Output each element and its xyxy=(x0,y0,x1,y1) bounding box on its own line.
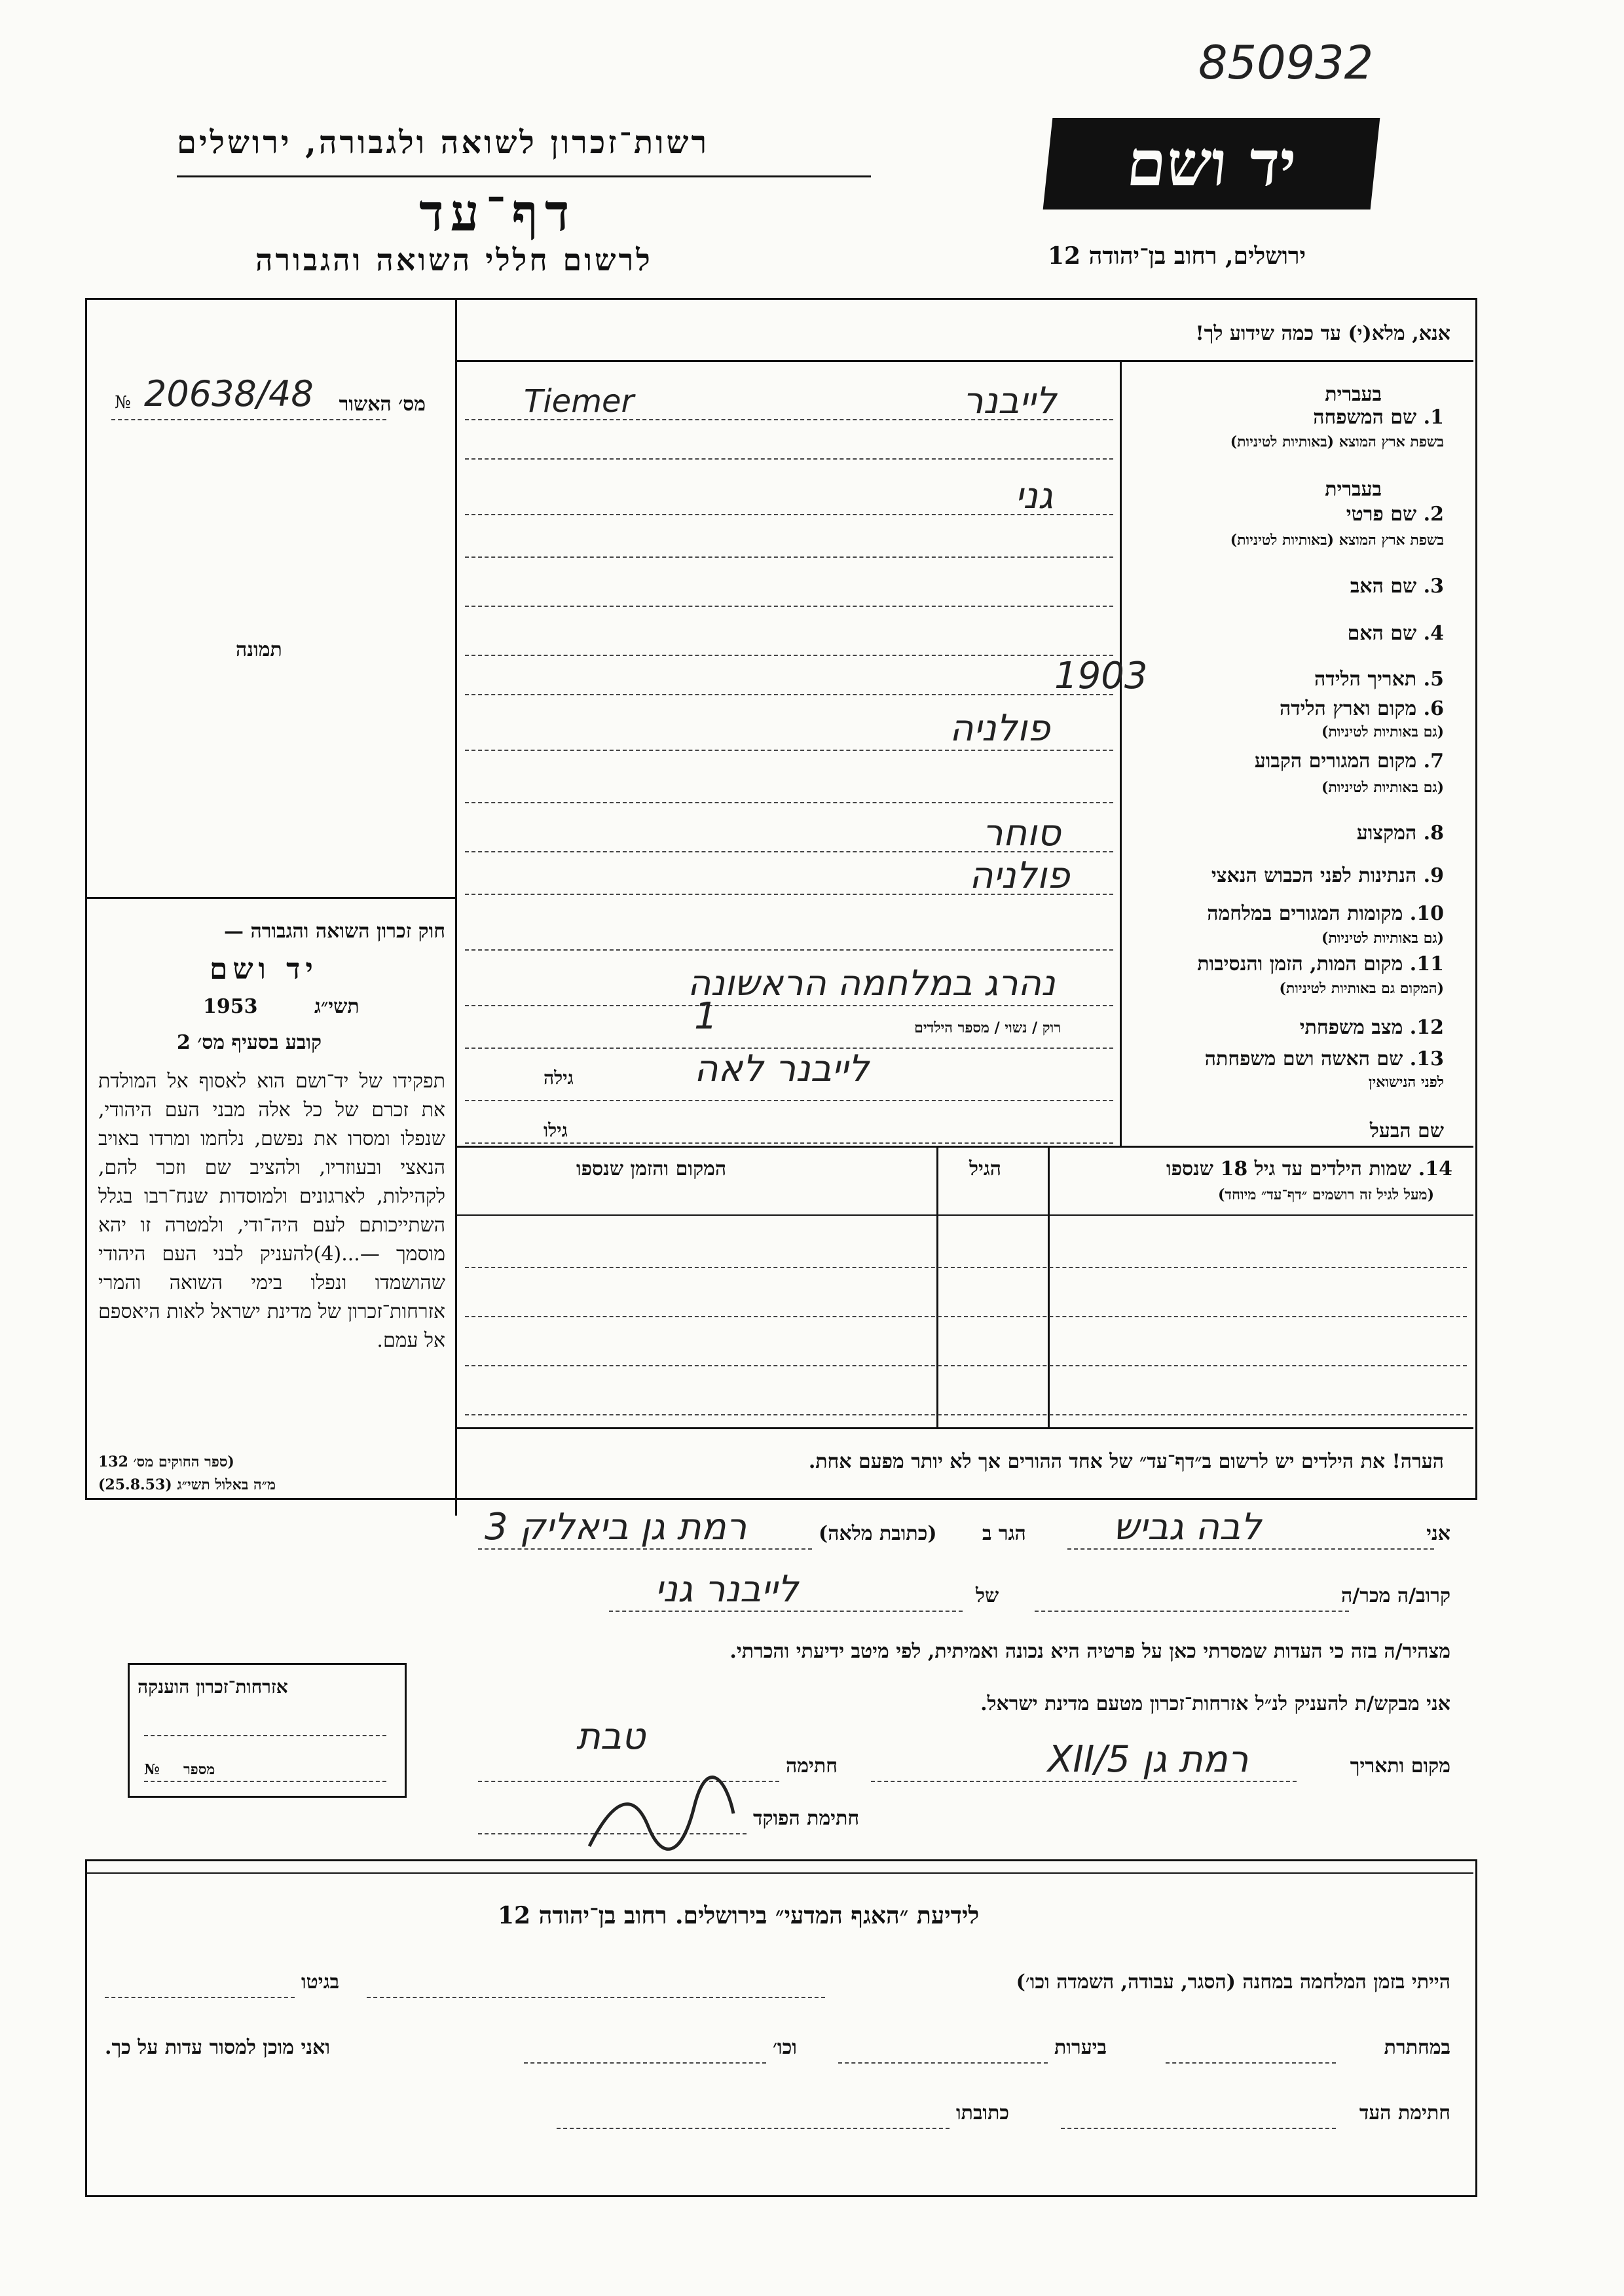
field-1-note: בשפת ארץ המוצא (באותיות לטיניות) xyxy=(1230,433,1444,450)
field-2-note: בשפת ארץ המוצא (באותיות לטיניות) xyxy=(1230,532,1444,549)
field-9-value: פולניה xyxy=(969,854,1070,897)
citizenship-line2 xyxy=(144,1781,386,1782)
instructions: אנא, מלא(י) עד כמה שידוע לך! xyxy=(1195,322,1450,345)
field-13-note: לפני הנישואין xyxy=(1368,1074,1444,1091)
field-4-label: 4. שם האם xyxy=(1347,622,1444,645)
field-8-value: סוחר xyxy=(982,812,1061,854)
field-7-line xyxy=(465,802,1113,803)
footer-line2-b: ביערות xyxy=(1054,2036,1107,2059)
approval-prefix: № xyxy=(115,393,131,412)
field-1-value: לייבנר xyxy=(963,380,1057,422)
sidebar-divider xyxy=(455,298,457,1516)
field-10-label: 10. מקומות המגורים במלחמה xyxy=(1207,902,1444,925)
field-11-label: 11. מקום המות, הזמן והנסיבות xyxy=(1197,953,1444,975)
field-13-line xyxy=(465,1100,1113,1101)
footer-line1-fill xyxy=(367,1997,825,1998)
field-5-label: 5. תאריך הלידה xyxy=(1314,668,1444,691)
approval-number: 20638/48 xyxy=(144,373,314,414)
field-2-line2 xyxy=(465,556,1113,558)
children-table-top xyxy=(457,1146,1473,1148)
field-1-latin: Tiemer xyxy=(524,383,635,420)
declarant-lives: הגר ב xyxy=(982,1522,1026,1545)
footer-line2-c: וכו׳ xyxy=(773,2036,797,2059)
field-13-label: 13. שם האשה ושם משפחתה xyxy=(1204,1048,1444,1070)
footer-line3-fill1 xyxy=(1061,2128,1336,2129)
footer-line3-fill2 xyxy=(557,2128,950,2129)
declarant-address-line xyxy=(478,1548,812,1550)
field-10-note: (גם באותיות לטיניות) xyxy=(1321,930,1444,947)
law-name: יד ושם xyxy=(210,953,318,986)
law-title: חוק זכרון השואה והגבורה — xyxy=(224,920,445,943)
signature-label: חתימה xyxy=(786,1755,838,1777)
form-subtitle: לרשום חללי השואה והגבורה xyxy=(255,242,653,278)
declarant-signature: טבת xyxy=(576,1715,646,1758)
field-6-line xyxy=(465,750,1113,751)
husband-age-label: גילו xyxy=(544,1120,568,1141)
footer-line2-d: ואני מוכן למסור עדות על כך. xyxy=(105,2036,331,2059)
field-9-line xyxy=(465,894,1113,895)
field-2-value: גני xyxy=(1015,475,1054,517)
citizenship-line1 xyxy=(144,1735,386,1736)
official-signature xyxy=(576,1768,747,1866)
footer-line1-b: בגיטו xyxy=(301,1971,340,1994)
children-row-3 xyxy=(465,1365,1467,1366)
of-line xyxy=(609,1611,963,1612)
husband-label: שם הבעל xyxy=(1369,1120,1444,1142)
field-6-value: פולניה xyxy=(950,707,1050,750)
signature-stroke xyxy=(589,1777,733,1850)
field-3-line xyxy=(465,606,1113,607)
declarant-address: רמת גן ביאליק 3 xyxy=(485,1506,747,1548)
place-date-value: רמת גן 5/XII xyxy=(1048,1738,1249,1781)
field-4-line xyxy=(465,655,1113,656)
children-col-div1 xyxy=(1048,1146,1050,1427)
field-8-label: 8. המקצוע xyxy=(1356,822,1444,845)
field-9-label: 9. הנתינות לפני הכבוש הנאצי xyxy=(1211,864,1444,887)
field-11-value: נהרג במלחמה הראשונה xyxy=(688,962,1056,1004)
husband-line xyxy=(465,1142,1113,1144)
children-table-bottom xyxy=(457,1427,1473,1429)
field-10-line xyxy=(465,949,1113,951)
institution-name: רשות־זכרון לשואה ולגבורה, ירושלים xyxy=(177,124,710,161)
law-year-heb: תשי״ג xyxy=(314,995,360,1018)
relative-line xyxy=(1035,1611,1349,1612)
children-row-2 xyxy=(465,1316,1467,1317)
law-section: קובע בסעיף מס׳ 2 xyxy=(177,1031,322,1054)
children-col-age: הגיל xyxy=(969,1157,1002,1180)
of-label: של xyxy=(976,1584,999,1607)
footer-line1-a: הייתי בזמן המלחמה במחנה (הסגר, עבודה, השמדה וכו׳) xyxy=(1016,1971,1450,1994)
place-date-label: מקום ותאריך xyxy=(1350,1755,1450,1777)
field-2-line xyxy=(465,514,1113,515)
field-5-line xyxy=(465,694,1113,695)
place-date-line xyxy=(871,1781,1297,1782)
institution-underline xyxy=(177,175,871,177)
field-1-line2 xyxy=(465,458,1113,460)
field-1-line xyxy=(465,419,1113,420)
field-11-note: (המקום גם באותיות לטיניות) xyxy=(1279,980,1444,997)
law-year: 1953 xyxy=(203,995,258,1018)
field-6-label: 6. מקום וארץ הלידה xyxy=(1279,697,1444,720)
form-title: דף־עד xyxy=(419,183,576,243)
footer-line2-fill3 xyxy=(524,2062,766,2064)
declarant-ani: אני xyxy=(1426,1522,1450,1545)
of-value: לייבנר גני xyxy=(655,1568,799,1611)
field-1-label: 1. שם המשפחה xyxy=(1313,406,1444,429)
law-ref: (ספר החוקים מס׳ 132 xyxy=(98,1453,234,1470)
citizenship-number-label: מספר xyxy=(183,1761,215,1778)
marital-options: רוק / נשוי / מספר הילדים xyxy=(914,1019,1061,1036)
footer-line1-fill2 xyxy=(105,1997,295,1998)
footer-top-line xyxy=(85,1872,1473,1874)
law-text: תפקידו של יד־ושם הוא לאסוף אל המולדת את זכרם של כל אלה מבני העם היהודי, שנפלו ומסרו את נפשם, נלחמו ומרדו באויב הנאצי ובעוזריו, ולהציב שם וזכר להם, לקהילות, לארגונים ולמוסדות שנח־רבו בגלל השתייכותם לעם היה־ודי, ולמטרה זו יהא מוסמך —...(4)להעניק לבני העם היהודי שהושמדו ונפלו בימי השואה והמרי אזרחות־זכרון של מדינת ישראל לאות היאספם אל עמם. xyxy=(98,1070,445,1352)
children-count: 1 xyxy=(694,995,718,1038)
children-note-text: הערה! את הילדים יש לרשום ב״דף־עד״ של אחד ההורים אך לא יותר מפעם אחת. xyxy=(808,1450,1444,1473)
field-5-value: 1903 xyxy=(1054,655,1148,697)
declarant-name: לבה גביש xyxy=(1113,1506,1262,1548)
field-11-line xyxy=(465,1005,1113,1006)
approval-line xyxy=(111,419,386,420)
footer-line2-a: במחתרת xyxy=(1384,2036,1450,2059)
label-column-divider xyxy=(1120,360,1122,1146)
field-13-value: לייבנר לאה xyxy=(694,1048,869,1090)
footer-line3-a: חתימת העד xyxy=(1359,2102,1450,2124)
footer-title: לידיעת ״האגף המדעי״ בירושלים. רחוב בן־יהודה 12 xyxy=(498,1902,980,1929)
logo-yad-vashem xyxy=(1043,118,1380,210)
official-sig-label: חתימת הפוקד xyxy=(753,1807,860,1830)
children-header-bottom xyxy=(457,1214,1473,1216)
relative-label: קרוב/ה מכר/ה xyxy=(1341,1584,1450,1607)
field-7-note: (גם באותיות לטיניות) xyxy=(1321,779,1444,796)
approval-label: מס׳ האשור xyxy=(339,393,426,416)
footer-line2-fill2 xyxy=(838,2062,1048,2064)
field-2-tag: בעברית xyxy=(1325,478,1382,501)
field-8-line xyxy=(465,851,1113,852)
field-3-label: 3. שם האב xyxy=(1350,575,1444,598)
children-col-div2 xyxy=(936,1146,938,1427)
sidebar-photo-bottom xyxy=(85,897,457,899)
field-2-label: 2. שם פרטי xyxy=(1346,503,1444,526)
wife-age-label: גילה xyxy=(544,1067,574,1089)
logo-text: יד ושם xyxy=(1123,126,1300,200)
footer-line3-b: כתובתו xyxy=(956,2102,1010,2124)
instructions-underline xyxy=(457,360,1473,362)
children-row-4 xyxy=(465,1414,1467,1415)
children-row-1 xyxy=(465,1267,1467,1268)
field-12-label: 12. מצב משפחתי xyxy=(1299,1016,1444,1039)
law-ref2: מ״ה באלול תשי״ג (25.8.53) xyxy=(98,1476,276,1493)
declarant-name-line xyxy=(1067,1548,1434,1550)
request-text: אני מבקש/ת להעניק לנ״ל אזרחות־זכרון מטעם מדינת ישראל. xyxy=(980,1692,1450,1715)
declarant-address-note: (כתובת מלאה) xyxy=(819,1522,937,1545)
address: ירושלים, רחוב בן־יהודה 12 xyxy=(1048,242,1306,270)
photo-label: תמונה xyxy=(236,638,282,661)
footer-line2-fill1 xyxy=(1166,2062,1336,2064)
children-col-place: המקום והזמן שנספו xyxy=(576,1157,727,1180)
declaration-text: מצהיר/ה בזה כי העדות שמסרתי כאן על פרטיה היא נכונה ואמיתית, לפי מיטב ידיעתי והכרתי. xyxy=(729,1640,1450,1663)
field-1-tag: בעברית xyxy=(1325,383,1382,406)
handwritten-number: 850932 xyxy=(1198,36,1374,90)
children-note: (מעל לגיל זה רושמים ״דף־עד״ מיוחד) xyxy=(1217,1186,1434,1203)
field-6-note: (גם באותיות לטיניות) xyxy=(1321,723,1444,740)
citizenship-title: אזרחות־זכרון הוענקה xyxy=(138,1676,288,1698)
citizenship-prefix: № xyxy=(144,1761,160,1778)
children-title: 14. שמות הילדים עד גיל 18 שנספו xyxy=(1166,1157,1452,1180)
field-7-label: 7. מקום המגורים הקבוע xyxy=(1254,750,1444,773)
